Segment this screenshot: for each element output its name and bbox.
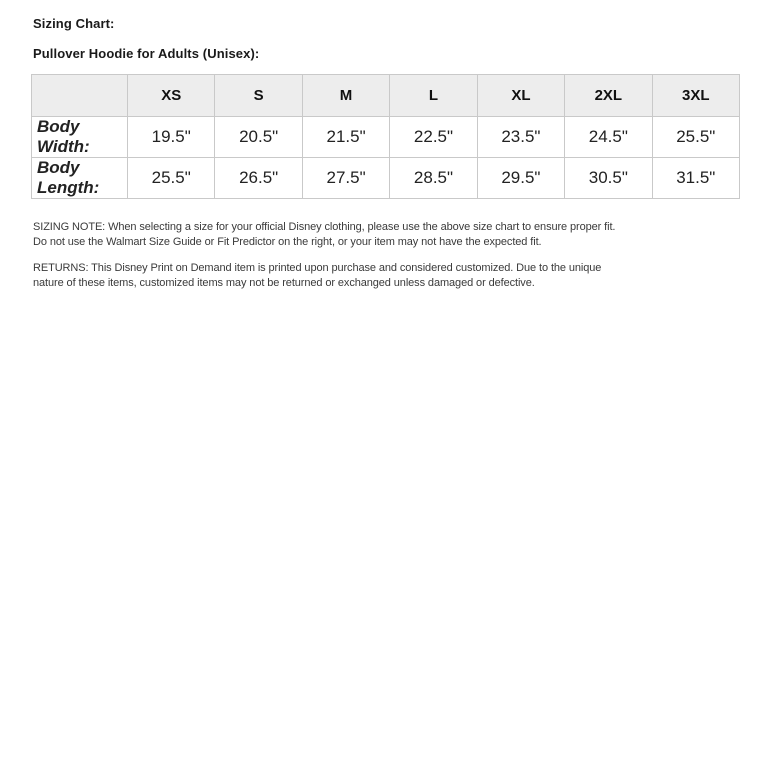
body-length-xl: 29.5" xyxy=(477,158,564,199)
body-length-l: 28.5" xyxy=(390,158,477,199)
size-header-2xl: 2XL xyxy=(565,75,652,117)
body-width-xl: 23.5" xyxy=(477,117,564,158)
page-title: Sizing Chart: xyxy=(33,16,115,31)
returns-note xyxy=(33,261,753,291)
size-header-3xl: 3XL xyxy=(652,75,739,117)
product-subtitle: Pullover Hoodie for Adults (Unisex): xyxy=(33,46,260,61)
size-header-m: M xyxy=(302,75,389,117)
table-row-body-length xyxy=(32,158,740,199)
returns-note-line: RETURNS: This Disney Print on Demand item is printed upon purchase and considered customized. Due to the unique xyxy=(33,262,602,274)
body-length-s: 26.5" xyxy=(215,158,302,199)
body-width-m: 21.5" xyxy=(302,117,389,158)
body-length-2xl: 30.5" xyxy=(565,158,652,199)
size-header-l: L xyxy=(390,75,477,117)
body-length-m: 27.5" xyxy=(302,158,389,199)
body-width-2xl: 24.5" xyxy=(565,117,652,158)
table-row-body-width xyxy=(32,117,740,158)
row-label-body-length: Body Length: xyxy=(32,158,128,199)
body-width-s: 20.5" xyxy=(215,117,302,158)
body-width-l: 22.5" xyxy=(390,117,477,158)
size-header-xl: XL xyxy=(477,75,564,117)
sizing-note-line: Do not use the Walmart Size Guide or Fit Predictor on the right, or your item may not have the expected fit. xyxy=(33,236,542,248)
returns-note-line: nature of these items, customized items may not be returned or exchanged unless damaged or defective. xyxy=(33,277,535,289)
sizing-note-line: SIZING NOTE: When selecting a size for your official Disney clothing, please use the above size chart to ensure proper fit. xyxy=(33,221,616,233)
size-header-row xyxy=(32,75,740,117)
header-corner-cell xyxy=(32,75,128,117)
size-chart-table xyxy=(31,74,740,199)
body-width-3xl: 25.5" xyxy=(652,117,739,158)
body-width-xs: 19.5" xyxy=(128,117,215,158)
size-header-s: S xyxy=(215,75,302,117)
body-length-xs: 25.5" xyxy=(128,158,215,199)
row-label-body-width: Body Width: xyxy=(32,117,128,158)
body-length-3xl: 31.5" xyxy=(652,158,739,199)
size-header-xs: XS xyxy=(128,75,215,117)
sizing-note xyxy=(33,220,753,250)
